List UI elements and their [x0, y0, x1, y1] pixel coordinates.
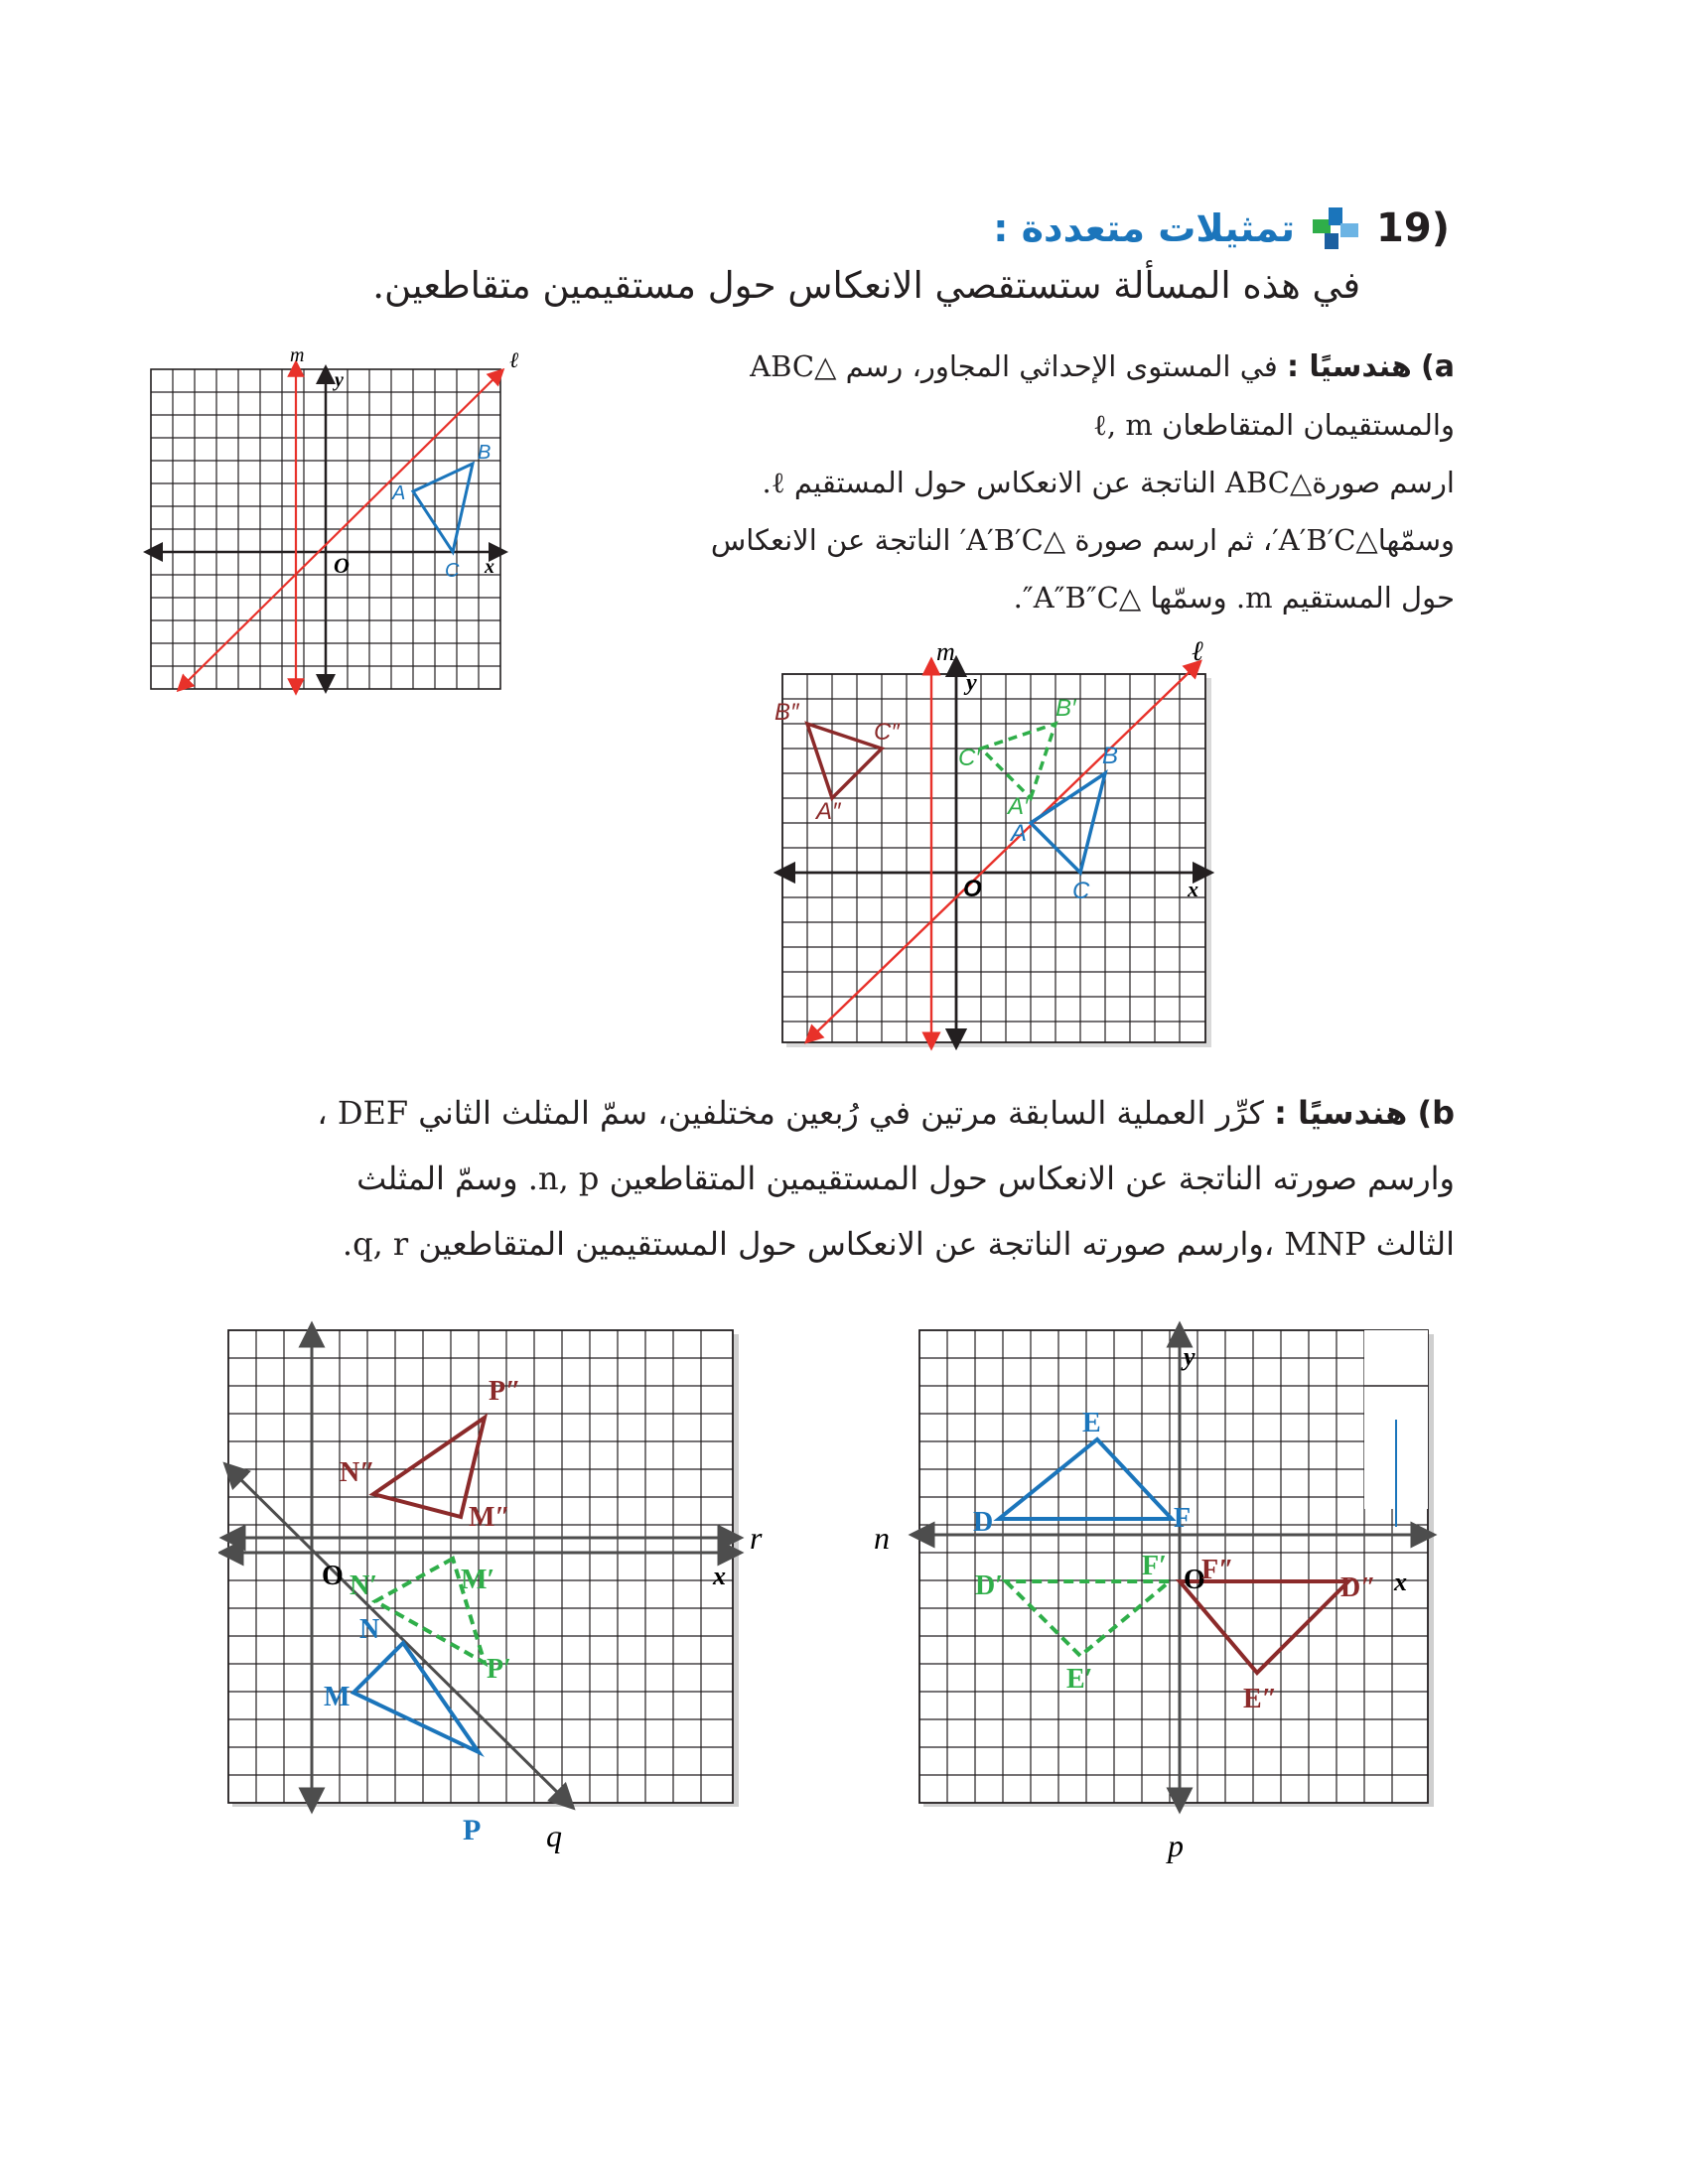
part-a-line-1 — [462, 338, 1455, 396]
question-title: تمثيلات متعددة : — [993, 206, 1296, 250]
label-c-prime: C′ — [958, 745, 980, 771]
label-a: A — [1011, 820, 1028, 847]
label-x: x — [1188, 877, 1198, 901]
label-d-prime: D′ — [975, 1570, 1004, 1601]
label-d-double-prime: D″ — [1340, 1572, 1376, 1603]
label-c: C — [1072, 878, 1090, 904]
label-m: m — [290, 344, 305, 366]
label-x: x — [1394, 1568, 1407, 1596]
label-y: y — [335, 369, 344, 391]
part-b-text — [65, 1080, 1455, 1277]
part-a-line-4: وسمّها△A′B′C′، ثم ارسم صورة △A′B′C′ الناتجة عن الانعكاس — [710, 523, 1455, 557]
question-intro: في هذه المسألة ستستقصي الانعكاس حول مستقيمين متقاطعين. — [372, 264, 1360, 307]
label-c-double-prime: C″ — [874, 719, 900, 746]
label-m-prime: M′ — [461, 1565, 495, 1595]
label-n: n — [874, 1520, 890, 1556]
label-b-prime: B′ — [1055, 695, 1076, 722]
part-a-keyword: هندسيًا : — [1286, 349, 1412, 384]
label-b: B — [478, 442, 492, 464]
part-a-text — [462, 338, 1455, 626]
label-n-prime: N′ — [350, 1570, 378, 1601]
label-a-double-prime: A″ — [816, 798, 841, 825]
label-l: ℓ — [509, 347, 519, 372]
grid — [919, 1330, 1428, 1803]
question-number: 19) — [1376, 205, 1450, 251]
grid — [782, 674, 1205, 1042]
graph-def-reflections — [854, 1320, 1470, 1876]
triangle-abc — [413, 464, 473, 552]
part-a-line-2: والمستقيمان المتقاطعان ℓ, m — [1093, 408, 1455, 442]
label-e: E — [1082, 1408, 1101, 1438]
multiple-representations-icon — [1311, 205, 1360, 251]
part-b-line-1 — [65, 1080, 1455, 1146]
part-a-line-5: حول المستقيم m. وسمّها △A″B″C″. — [1013, 581, 1455, 614]
question-header — [993, 199, 1450, 258]
label-y: y — [1184, 1342, 1196, 1371]
label-l: ℓ — [1192, 636, 1203, 667]
label-x: x — [485, 556, 494, 578]
part-b-line-3: الثالث MNP ،وارسم صورته الناتجة عن الانعكاس حول المستقيمين المتقاطعين q, r. — [342, 1225, 1455, 1263]
label-x: x — [713, 1562, 726, 1590]
label-e-prime: E′ — [1066, 1664, 1093, 1695]
label-n: N — [359, 1614, 380, 1645]
graph-abc-original — [139, 342, 521, 700]
line-l — [183, 374, 498, 686]
graph-abc-reflections — [755, 620, 1231, 1057]
label-a: A — [392, 482, 406, 504]
part-b-keyword: هندسيًا : — [1274, 1094, 1408, 1132]
label-b: B — [1102, 743, 1119, 769]
part-b-sentence-1: كرِّر العملية السابقة مرتين في رُبعين مختلفين، سمّ المثلث الثاني DEF ، — [317, 1094, 1264, 1132]
label-p: P — [463, 1814, 482, 1846]
label-b-double-prime: B″ — [774, 699, 799, 726]
label-d: D — [973, 1507, 994, 1538]
label-origin: O — [963, 876, 982, 902]
part-a-label: a) — [1421, 349, 1455, 384]
label-y: y — [966, 670, 977, 696]
label-p-double-prime: P″ — [489, 1376, 521, 1407]
label-c: C — [445, 560, 460, 582]
label-p-prime: P′ — [487, 1654, 511, 1685]
label-f: F — [1174, 1503, 1192, 1534]
label-f-prime: F′ — [1142, 1551, 1167, 1581]
part-a-line-3: ارسم صورة△ABC الناتجة عن الانعكاس حول المستقيم ℓ. — [762, 466, 1455, 499]
part-b-label: b) — [1417, 1094, 1455, 1132]
label-f-double-prime: F″ — [1201, 1555, 1234, 1585]
part-a-sentence-1: في المستوى الإحداثي المجاور، رسم △ABC — [750, 349, 1278, 383]
label-q: q — [546, 1818, 562, 1853]
label-n-double-prime: N″ — [340, 1457, 375, 1488]
part-b-line-2: وارسم صورته الناتجة عن الانعكاس حول المستقيمين المتقاطعين n, p. وسمّ المثلث — [356, 1160, 1455, 1197]
label-e-double-prime: E″ — [1243, 1684, 1278, 1714]
label-m: m — [936, 637, 955, 666]
label-a-prime: A′ — [1008, 793, 1029, 820]
graph-mnp-reflections — [218, 1320, 794, 1876]
label-r: r — [750, 1520, 763, 1556]
label-m-double-prime: M″ — [469, 1502, 510, 1533]
label-origin: O — [322, 1561, 344, 1591]
label-p: p — [1168, 1828, 1184, 1863]
label-origin: O — [334, 553, 350, 578]
label-origin: O — [1184, 1565, 1205, 1595]
label-m: M — [324, 1682, 351, 1712]
